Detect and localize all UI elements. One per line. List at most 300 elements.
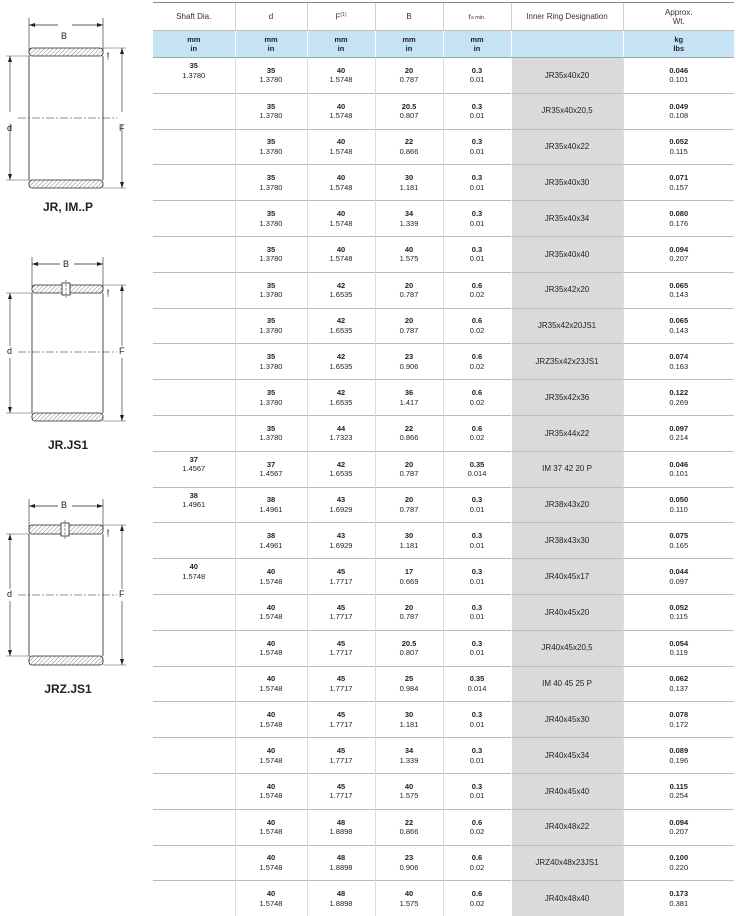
cell-shaft bbox=[153, 523, 235, 559]
cell-d bbox=[235, 630, 307, 666]
dim-d-label: d bbox=[7, 589, 12, 599]
cell-shaft bbox=[153, 415, 235, 451]
value-metric: 0.074 bbox=[624, 352, 735, 362]
cell-weight bbox=[623, 308, 734, 344]
cell-rs bbox=[443, 738, 511, 774]
cell-shaft bbox=[153, 272, 235, 308]
value-metric: 40 bbox=[308, 102, 375, 112]
cell-f bbox=[307, 594, 375, 630]
cell-b bbox=[375, 773, 443, 809]
cell-f bbox=[307, 380, 375, 416]
cell-designation: JRZ35x42x23JS1 bbox=[511, 344, 623, 380]
cell-b bbox=[375, 415, 443, 451]
cell-f bbox=[307, 881, 375, 916]
inner-ring-spec-table bbox=[153, 2, 734, 916]
value-metric: 42 bbox=[308, 352, 375, 362]
cell-d bbox=[235, 666, 307, 702]
table-row bbox=[153, 236, 734, 272]
cell-shaft bbox=[153, 380, 235, 416]
unit-imperial: in bbox=[338, 44, 345, 53]
cell-shaft bbox=[153, 308, 235, 344]
cell-designation: JR35x44x22 bbox=[511, 415, 623, 451]
value-metric: 20.5 bbox=[376, 639, 443, 649]
value-imperial: 1.5748 bbox=[308, 254, 375, 264]
value-imperial: 1.3780 bbox=[153, 71, 235, 81]
cell-d bbox=[235, 272, 307, 308]
value-metric: 38 bbox=[153, 491, 235, 501]
value-imperial: 1.6535 bbox=[308, 398, 375, 408]
cell-b bbox=[375, 594, 443, 630]
value-metric: 0.3 bbox=[444, 173, 511, 183]
value-metric: 40 bbox=[236, 746, 307, 756]
cell-weight bbox=[623, 738, 734, 774]
cell-weight bbox=[623, 344, 734, 380]
unit-metric: kg bbox=[624, 35, 735, 44]
value-imperial: 0.01 bbox=[444, 648, 511, 658]
unit-imperial: in bbox=[406, 44, 413, 53]
cell-d bbox=[235, 594, 307, 630]
value-metric: 48 bbox=[308, 889, 375, 899]
value-imperial: 1.5748 bbox=[308, 219, 375, 229]
value-metric: 40 bbox=[308, 66, 375, 76]
value-metric: 0.6 bbox=[444, 853, 511, 863]
value-imperial: 0.01 bbox=[444, 720, 511, 730]
value-imperial: 1.5748 bbox=[236, 899, 307, 909]
cell-rs bbox=[443, 415, 511, 451]
value-imperial: 0.381 bbox=[624, 899, 735, 909]
value-imperial: 0.01 bbox=[444, 254, 511, 264]
bearing-ring-drawing bbox=[0, 252, 150, 442]
cell-shaft bbox=[153, 594, 235, 630]
cell-designation: JR40x48x40 bbox=[511, 881, 623, 916]
value-imperial: 1.5748 bbox=[236, 612, 307, 622]
dim-rs-label: r bbox=[107, 289, 109, 296]
cell-weight bbox=[623, 236, 734, 272]
value-imperial: 1.4961 bbox=[236, 541, 307, 551]
value-imperial: 0.172 bbox=[624, 720, 735, 730]
value-metric: 0.122 bbox=[624, 388, 735, 398]
table-row bbox=[153, 702, 734, 738]
value-imperial: 0.02 bbox=[444, 827, 511, 837]
value-imperial: 0.02 bbox=[444, 863, 511, 873]
diagram-caption: JR.JS1 bbox=[0, 438, 136, 452]
cell-b bbox=[375, 487, 443, 523]
diagram-column bbox=[0, 0, 150, 829]
value-metric: 0.3 bbox=[444, 603, 511, 613]
value-imperial: 1.7717 bbox=[308, 756, 375, 766]
cell-rs bbox=[443, 881, 511, 916]
col-header-f bbox=[307, 3, 375, 31]
value-metric: 48 bbox=[308, 853, 375, 863]
unit-f bbox=[307, 31, 375, 58]
value-imperial: 0.01 bbox=[444, 612, 511, 622]
cell-rs bbox=[443, 129, 511, 165]
cell-weight bbox=[623, 630, 734, 666]
value-imperial: 1.3780 bbox=[236, 147, 307, 157]
cell-d bbox=[235, 881, 307, 916]
cell-designation: JR35x42x20 bbox=[511, 272, 623, 308]
value-metric: 0.071 bbox=[624, 173, 735, 183]
table-row bbox=[153, 93, 734, 129]
cell-weight bbox=[623, 201, 734, 237]
dim-rs-label: r bbox=[107, 52, 109, 59]
value-metric: 40 bbox=[236, 818, 307, 828]
value-imperial: 0.866 bbox=[376, 433, 443, 443]
cell-rs bbox=[443, 236, 511, 272]
cell-f bbox=[307, 308, 375, 344]
value-imperial: 0.207 bbox=[624, 827, 735, 837]
value-metric: 0.3 bbox=[444, 782, 511, 792]
value-metric: 35 bbox=[236, 388, 307, 398]
table-row bbox=[153, 58, 734, 94]
cell-d bbox=[235, 451, 307, 487]
value-metric: 40 bbox=[236, 889, 307, 899]
value-metric: 20 bbox=[376, 66, 443, 76]
cell-designation: JR40x45x34 bbox=[511, 738, 623, 774]
value-metric: 0.080 bbox=[624, 209, 735, 219]
value-imperial: 0.163 bbox=[624, 362, 735, 372]
value-metric: 17 bbox=[376, 567, 443, 577]
value-imperial: 0.119 bbox=[624, 648, 735, 658]
cell-weight bbox=[623, 594, 734, 630]
value-imperial: 1.181 bbox=[376, 183, 443, 193]
cell-weight bbox=[623, 845, 734, 881]
dim-rs-label: r bbox=[107, 529, 109, 536]
cell-shaft bbox=[153, 773, 235, 809]
value-metric: 0.3 bbox=[444, 531, 511, 541]
col-header-f-footnote: (1) bbox=[340, 12, 346, 18]
cell-b bbox=[375, 666, 443, 702]
value-imperial: 0.097 bbox=[624, 577, 735, 587]
cell-shaft bbox=[153, 666, 235, 702]
cell-shaft bbox=[153, 236, 235, 272]
table-row bbox=[153, 773, 734, 809]
cell-f bbox=[307, 487, 375, 523]
cell-designation: JR35x40x20,5 bbox=[511, 93, 623, 129]
value-imperial: 1.8898 bbox=[308, 827, 375, 837]
cell-f bbox=[307, 165, 375, 201]
spec-table-body bbox=[153, 58, 734, 916]
value-metric: 0.089 bbox=[624, 746, 735, 756]
cell-designation: JR38x43x20 bbox=[511, 487, 623, 523]
cell-d bbox=[235, 845, 307, 881]
value-metric: 20 bbox=[376, 281, 443, 291]
cell-designation: JR40x48x22 bbox=[511, 809, 623, 845]
value-metric: 22 bbox=[376, 424, 443, 434]
unit-metric: mm bbox=[376, 35, 443, 44]
value-imperial: 0.787 bbox=[376, 469, 443, 479]
value-metric: 30 bbox=[376, 531, 443, 541]
cell-weight bbox=[623, 93, 734, 129]
cell-shaft bbox=[153, 881, 235, 916]
cell-weight bbox=[623, 523, 734, 559]
value-metric: 45 bbox=[308, 710, 375, 720]
value-imperial: 1.5748 bbox=[236, 827, 307, 837]
cell-shaft bbox=[153, 58, 235, 94]
value-imperial: 1.5748 bbox=[236, 756, 307, 766]
value-metric: 0.046 bbox=[624, 66, 735, 76]
value-metric: 30 bbox=[376, 710, 443, 720]
col-header-rs-text: r bbox=[468, 12, 471, 21]
table-row bbox=[153, 809, 734, 845]
value-imperial: 0.115 bbox=[624, 612, 735, 622]
value-metric: 38 bbox=[236, 531, 307, 541]
cell-f bbox=[307, 702, 375, 738]
col-header-f-text: F bbox=[335, 12, 340, 21]
value-metric: 0.3 bbox=[444, 245, 511, 255]
value-metric: 37 bbox=[236, 460, 307, 470]
value-imperial: 1.3780 bbox=[236, 362, 307, 372]
cell-weight bbox=[623, 559, 734, 595]
value-metric: 0.3 bbox=[444, 102, 511, 112]
value-imperial: 0.110 bbox=[624, 505, 735, 515]
value-metric: 34 bbox=[376, 746, 443, 756]
units-row bbox=[153, 31, 734, 58]
cell-designation: JR35x42x36 bbox=[511, 380, 623, 416]
cell-d bbox=[235, 93, 307, 129]
value-imperial: 0.01 bbox=[444, 111, 511, 121]
table-row bbox=[153, 415, 734, 451]
value-imperial: 1.3780 bbox=[236, 111, 307, 121]
cell-b bbox=[375, 630, 443, 666]
value-metric: 43 bbox=[308, 495, 375, 505]
cell-rs bbox=[443, 845, 511, 881]
value-imperial: 1.575 bbox=[376, 899, 443, 909]
cell-d bbox=[235, 773, 307, 809]
value-imperial: 0.101 bbox=[624, 75, 735, 85]
cell-designation: JR35x40x22 bbox=[511, 129, 623, 165]
value-metric: 23 bbox=[376, 853, 443, 863]
cell-weight bbox=[623, 809, 734, 845]
value-metric: 0.046 bbox=[624, 460, 735, 470]
value-metric: 20 bbox=[376, 316, 443, 326]
cell-b bbox=[375, 738, 443, 774]
value-metric: 40 bbox=[308, 245, 375, 255]
value-imperial: 1.7717 bbox=[308, 612, 375, 622]
table-row bbox=[153, 344, 734, 380]
value-imperial: 1.3780 bbox=[236, 290, 307, 300]
value-imperial: 0.143 bbox=[624, 290, 735, 300]
cell-f bbox=[307, 845, 375, 881]
cell-rs bbox=[443, 451, 511, 487]
cell-f bbox=[307, 559, 375, 595]
cell-weight bbox=[623, 487, 734, 523]
value-imperial: 0.137 bbox=[624, 684, 735, 694]
cell-shaft bbox=[153, 809, 235, 845]
value-imperial: 1.5748 bbox=[236, 863, 307, 873]
value-metric: 0.050 bbox=[624, 495, 735, 505]
cell-shaft bbox=[153, 702, 235, 738]
cell-d bbox=[235, 559, 307, 595]
diagram-jrz-js1 bbox=[0, 495, 150, 685]
value-imperial: 1.5748 bbox=[236, 577, 307, 587]
value-imperial: 1.7717 bbox=[308, 577, 375, 587]
value-imperial: 0.014 bbox=[444, 684, 511, 694]
value-metric: 40 bbox=[236, 853, 307, 863]
value-metric: 45 bbox=[308, 567, 375, 577]
value-imperial: 0.220 bbox=[624, 863, 735, 873]
value-imperial: 0.787 bbox=[376, 612, 443, 622]
value-metric: 0.052 bbox=[624, 137, 735, 147]
value-metric: 40 bbox=[153, 562, 235, 572]
value-metric: 0.6 bbox=[444, 388, 511, 398]
value-metric: 0.3 bbox=[444, 710, 511, 720]
value-imperial: 1.5748 bbox=[153, 572, 235, 582]
value-metric: 40 bbox=[308, 137, 375, 147]
dim-b-label: B bbox=[61, 31, 67, 41]
cell-designation: JR40x45x20,5 bbox=[511, 630, 623, 666]
cell-d bbox=[235, 308, 307, 344]
cell-weight bbox=[623, 773, 734, 809]
table-row bbox=[153, 308, 734, 344]
cell-f bbox=[307, 773, 375, 809]
value-imperial: 0.02 bbox=[444, 362, 511, 372]
cell-f bbox=[307, 630, 375, 666]
value-metric: 48 bbox=[308, 818, 375, 828]
col-header-shaft-dia: Shaft Dia. bbox=[153, 3, 235, 31]
cell-designation: JR35x40x34 bbox=[511, 201, 623, 237]
value-metric: 40 bbox=[236, 639, 307, 649]
value-imperial: 1.7717 bbox=[308, 648, 375, 658]
value-metric: 0.115 bbox=[624, 782, 735, 792]
cell-shaft bbox=[153, 93, 235, 129]
value-imperial: 1.5748 bbox=[308, 111, 375, 121]
cell-d bbox=[235, 415, 307, 451]
value-imperial: 1.4567 bbox=[236, 469, 307, 479]
value-metric: 0.3 bbox=[444, 495, 511, 505]
value-metric: 40 bbox=[308, 209, 375, 219]
value-metric: 0.3 bbox=[444, 567, 511, 577]
value-metric: 44 bbox=[308, 424, 375, 434]
cell-designation: JR40x45x20 bbox=[511, 594, 623, 630]
value-metric: 40 bbox=[376, 245, 443, 255]
dim-f-label: F bbox=[119, 589, 125, 599]
value-imperial: 1.6535 bbox=[308, 290, 375, 300]
table-row bbox=[153, 487, 734, 523]
dim-d-label: d bbox=[7, 123, 12, 133]
value-imperial: 1.6535 bbox=[308, 326, 375, 336]
cell-b bbox=[375, 58, 443, 94]
value-imperial: 0.906 bbox=[376, 863, 443, 873]
cell-b bbox=[375, 165, 443, 201]
value-imperial: 0.207 bbox=[624, 254, 735, 264]
value-metric: 42 bbox=[308, 460, 375, 470]
cell-b bbox=[375, 129, 443, 165]
cell-weight bbox=[623, 272, 734, 308]
cell-b bbox=[375, 272, 443, 308]
value-metric: 0.065 bbox=[624, 281, 735, 291]
value-imperial: 0.787 bbox=[376, 326, 443, 336]
value-metric: 42 bbox=[308, 316, 375, 326]
value-imperial: 1.7717 bbox=[308, 720, 375, 730]
cell-rs bbox=[443, 487, 511, 523]
value-metric: 0.044 bbox=[624, 567, 735, 577]
value-metric: 0.6 bbox=[444, 352, 511, 362]
value-imperial: 1.4961 bbox=[153, 500, 235, 510]
unit-imperial: in bbox=[190, 44, 197, 53]
unit-weight bbox=[623, 31, 734, 58]
cell-b bbox=[375, 93, 443, 129]
cell-rs bbox=[443, 308, 511, 344]
col-header-weight-line1: Approx. bbox=[624, 8, 735, 17]
value-metric: 38 bbox=[236, 495, 307, 505]
value-metric: 0.35 bbox=[444, 674, 511, 684]
value-imperial: 1.3780 bbox=[236, 254, 307, 264]
cell-b bbox=[375, 881, 443, 916]
value-imperial: 0.02 bbox=[444, 433, 511, 443]
value-metric: 23 bbox=[376, 352, 443, 362]
value-imperial: 0.984 bbox=[376, 684, 443, 694]
cell-f bbox=[307, 415, 375, 451]
dim-b-label: B bbox=[61, 500, 67, 510]
value-metric: 0.6 bbox=[444, 818, 511, 828]
cell-shaft bbox=[153, 738, 235, 774]
value-metric: 42 bbox=[308, 388, 375, 398]
cell-rs bbox=[443, 58, 511, 94]
value-metric: 0.052 bbox=[624, 603, 735, 613]
cell-shaft bbox=[153, 451, 235, 487]
value-metric: 0.6 bbox=[444, 281, 511, 291]
cell-f bbox=[307, 201, 375, 237]
value-imperial: 1.5748 bbox=[308, 183, 375, 193]
cell-shaft bbox=[153, 845, 235, 881]
value-imperial: 0.787 bbox=[376, 290, 443, 300]
value-metric: 45 bbox=[308, 782, 375, 792]
value-metric: 35 bbox=[236, 352, 307, 362]
table-row bbox=[153, 738, 734, 774]
value-metric: 43 bbox=[308, 531, 375, 541]
value-imperial: 0.01 bbox=[444, 147, 511, 157]
table-row bbox=[153, 165, 734, 201]
cell-weight bbox=[623, 415, 734, 451]
cell-b bbox=[375, 308, 443, 344]
cell-weight bbox=[623, 666, 734, 702]
cell-rs bbox=[443, 773, 511, 809]
value-imperial: 0.807 bbox=[376, 648, 443, 658]
cell-d bbox=[235, 236, 307, 272]
cell-f bbox=[307, 451, 375, 487]
value-imperial: 1.417 bbox=[376, 398, 443, 408]
cell-designation: JRZ40x48x23JS1 bbox=[511, 845, 623, 881]
value-imperial: 1.6535 bbox=[308, 469, 375, 479]
value-imperial: 1.5748 bbox=[236, 791, 307, 801]
value-imperial: 0.906 bbox=[376, 362, 443, 372]
value-metric: 40 bbox=[308, 173, 375, 183]
cell-f bbox=[307, 272, 375, 308]
value-imperial: 1.3780 bbox=[236, 326, 307, 336]
value-imperial: 0.01 bbox=[444, 505, 511, 515]
cell-weight bbox=[623, 129, 734, 165]
cell-b bbox=[375, 451, 443, 487]
cell-rs bbox=[443, 380, 511, 416]
cell-f bbox=[307, 58, 375, 94]
cell-b bbox=[375, 702, 443, 738]
value-imperial: 1.7717 bbox=[308, 791, 375, 801]
value-metric: 35 bbox=[236, 316, 307, 326]
value-metric: 35 bbox=[236, 209, 307, 219]
bearing-ring-drawing bbox=[0, 12, 150, 212]
value-metric: 0.094 bbox=[624, 818, 735, 828]
value-imperial: 0.02 bbox=[444, 326, 511, 336]
dim-f-label: F bbox=[119, 346, 125, 356]
cell-shaft bbox=[153, 559, 235, 595]
value-imperial: 1.3780 bbox=[236, 75, 307, 85]
value-metric: 0.094 bbox=[624, 245, 735, 255]
value-metric: 0.35 bbox=[444, 460, 511, 470]
value-imperial: 0.165 bbox=[624, 541, 735, 551]
value-imperial: 1.8898 bbox=[308, 899, 375, 909]
value-imperial: 0.176 bbox=[624, 219, 735, 229]
